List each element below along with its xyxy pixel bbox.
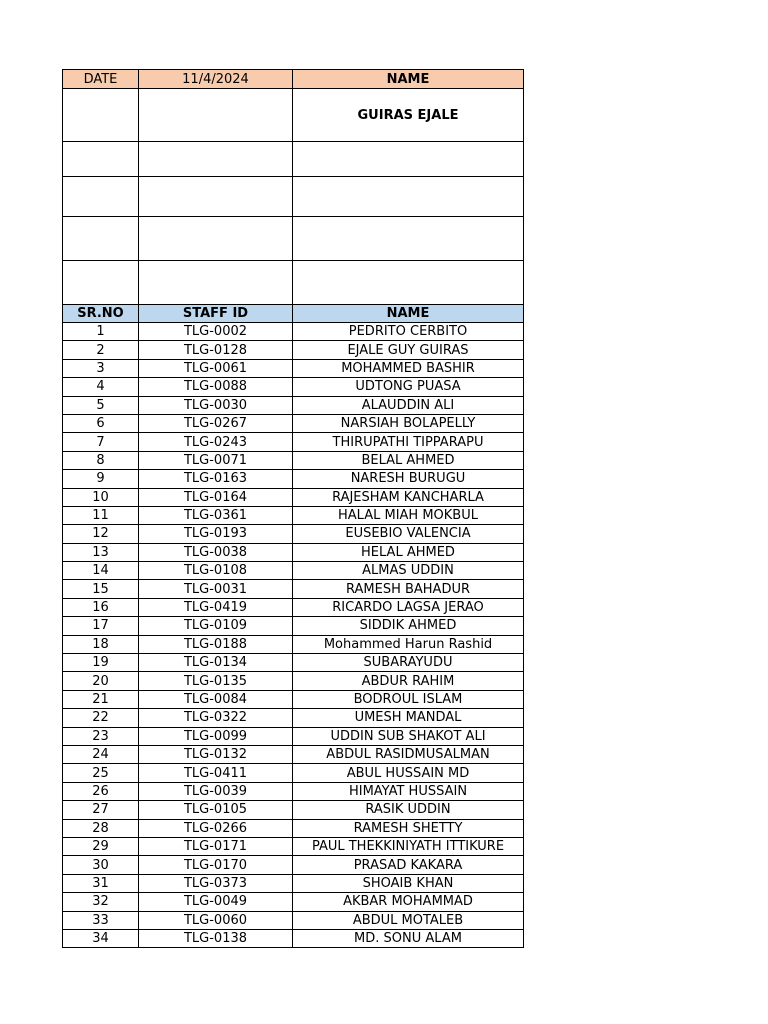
table-row	[63, 433, 524, 451]
staff-id-cell: TLG-0361	[139, 506, 293, 524]
staff-sheet-table	[62, 69, 524, 948]
staff-id-cell: TLG-0266	[139, 819, 293, 837]
table-row	[63, 837, 524, 855]
signature-name-cell	[293, 261, 524, 305]
table-row	[63, 378, 524, 396]
name-cell: ALAUDDIN ALI	[293, 396, 524, 414]
table-row	[63, 801, 524, 819]
signature-row	[63, 142, 524, 177]
name-label-cell: NAME	[293, 70, 524, 89]
srno-cell: 5	[63, 396, 139, 414]
staff-id-cell: TLG-0163	[139, 470, 293, 488]
srno-cell: 27	[63, 801, 139, 819]
empty-cell	[63, 89, 139, 142]
srno-cell: 4	[63, 378, 139, 396]
staff-id-cell: TLG-0134	[139, 654, 293, 672]
table-row	[63, 617, 524, 635]
table-row	[63, 470, 524, 488]
table-row	[63, 745, 524, 763]
name-cell: Mohammed Harun Rashid	[293, 635, 524, 653]
name-cell: SUBARAYUDU	[293, 654, 524, 672]
staff-id-cell: TLG-0188	[139, 635, 293, 653]
name-cell: HALAL MIAH MOKBUL	[293, 506, 524, 524]
signature-name-cell: GUIRAS EJALE	[293, 89, 524, 142]
staff-id-cell: TLG-0373	[139, 874, 293, 892]
table-row	[63, 911, 524, 929]
staff-id-cell: TLG-0030	[139, 396, 293, 414]
empty-cell	[139, 142, 293, 177]
date-label-cell: DATE	[63, 70, 139, 89]
name-cell: THIRUPATHI TIPPARAPU	[293, 433, 524, 451]
name-cell: ABDUL RASIDMUSALMAN	[293, 745, 524, 763]
name-cell: NARSIAH BOLAPELLY	[293, 414, 524, 432]
staff-id-header: STAFF ID	[139, 305, 293, 323]
srno-cell: 9	[63, 470, 139, 488]
table-row	[63, 874, 524, 892]
date-header-row	[63, 70, 524, 89]
name-cell: PRASAD KAKARA	[293, 856, 524, 874]
table-row	[63, 359, 524, 377]
srno-cell: 15	[63, 580, 139, 598]
table-row	[63, 893, 524, 911]
name-cell: SIDDIK AHMED	[293, 617, 524, 635]
staff-id-cell: TLG-0002	[139, 323, 293, 341]
table-row	[63, 341, 524, 359]
table-row	[63, 727, 524, 745]
staff-id-cell: TLG-0164	[139, 488, 293, 506]
srno-header: SR.NO	[63, 305, 139, 323]
srno-cell: 12	[63, 525, 139, 543]
signature-name-cell	[293, 177, 524, 217]
staff-id-cell: TLG-0038	[139, 543, 293, 561]
sheet-body	[63, 70, 524, 948]
name-cell: ABDUR RAHIM	[293, 672, 524, 690]
staff-id-cell: TLG-0031	[139, 580, 293, 598]
staff-id-cell: TLG-0193	[139, 525, 293, 543]
table-row	[63, 396, 524, 414]
empty-cell	[63, 261, 139, 305]
staff-id-cell: TLG-0108	[139, 562, 293, 580]
srno-cell: 32	[63, 893, 139, 911]
staff-id-cell: TLG-0084	[139, 690, 293, 708]
staff-id-cell: TLG-0135	[139, 672, 293, 690]
table-row	[63, 782, 524, 800]
name-cell: UDTONG PUASA	[293, 378, 524, 396]
name-cell: HELAL AHMED	[293, 543, 524, 561]
table-row	[63, 635, 524, 653]
srno-cell: 2	[63, 341, 139, 359]
name-cell: BELAL AHMED	[293, 451, 524, 469]
empty-cell	[63, 217, 139, 261]
signature-row	[63, 217, 524, 261]
date-value-cell: 11/4/2024	[139, 70, 293, 89]
signature-row	[63, 89, 524, 142]
srno-cell: 10	[63, 488, 139, 506]
srno-cell: 6	[63, 414, 139, 432]
srno-cell: 16	[63, 598, 139, 616]
empty-cell	[139, 89, 293, 142]
name-cell: RAMESH BAHADUR	[293, 580, 524, 598]
srno-cell: 21	[63, 690, 139, 708]
srno-cell: 22	[63, 709, 139, 727]
staff-id-cell: TLG-0171	[139, 837, 293, 855]
signature-row	[63, 261, 524, 305]
srno-cell: 24	[63, 745, 139, 763]
name-cell: AKBAR MOHAMMAD	[293, 893, 524, 911]
srno-cell: 1	[63, 323, 139, 341]
srno-cell: 34	[63, 929, 139, 947]
staff-id-cell: TLG-0071	[139, 451, 293, 469]
table-row	[63, 323, 524, 341]
table-row	[63, 414, 524, 432]
table-row	[63, 764, 524, 782]
table-row	[63, 690, 524, 708]
staff-id-cell: TLG-0267	[139, 414, 293, 432]
table-row	[63, 488, 524, 506]
table-row	[63, 525, 524, 543]
srno-cell: 23	[63, 727, 139, 745]
staff-id-cell: TLG-0105	[139, 801, 293, 819]
table-row	[63, 654, 524, 672]
empty-cell	[139, 217, 293, 261]
staff-id-cell: TLG-0128	[139, 341, 293, 359]
name-cell: ABDUL MOTALEB	[293, 911, 524, 929]
name-cell: SHOAIB KHAN	[293, 874, 524, 892]
name-cell: ABUL HUSSAIN MD	[293, 764, 524, 782]
name-header: NAME	[293, 305, 524, 323]
list-header-row	[63, 305, 524, 323]
name-cell: RICARDO LAGSA JERAO	[293, 598, 524, 616]
staff-id-cell: TLG-0419	[139, 598, 293, 616]
staff-id-cell: TLG-0088	[139, 378, 293, 396]
srno-cell: 28	[63, 819, 139, 837]
signature-row	[63, 177, 524, 217]
staff-id-cell: TLG-0322	[139, 709, 293, 727]
name-cell: EUSEBIO VALENCIA	[293, 525, 524, 543]
table-row	[63, 562, 524, 580]
name-cell: MOHAMMED BASHIR	[293, 359, 524, 377]
name-cell: PEDRITO CERBITO	[293, 323, 524, 341]
srno-cell: 7	[63, 433, 139, 451]
srno-cell: 19	[63, 654, 139, 672]
table-row	[63, 451, 524, 469]
staff-id-cell: TLG-0060	[139, 911, 293, 929]
srno-cell: 14	[63, 562, 139, 580]
staff-id-cell: TLG-0039	[139, 782, 293, 800]
staff-id-cell: TLG-0061	[139, 359, 293, 377]
staff-id-cell: TLG-0049	[139, 893, 293, 911]
staff-id-cell: TLG-0243	[139, 433, 293, 451]
table-row	[63, 580, 524, 598]
srno-cell: 18	[63, 635, 139, 653]
srno-cell: 26	[63, 782, 139, 800]
table-row	[63, 819, 524, 837]
name-cell: NARESH BURUGU	[293, 470, 524, 488]
srno-cell: 3	[63, 359, 139, 377]
name-cell: MD. SONU ALAM	[293, 929, 524, 947]
name-cell: ALMAS UDDIN	[293, 562, 524, 580]
empty-cell	[139, 177, 293, 217]
srno-cell: 20	[63, 672, 139, 690]
staff-id-cell: TLG-0132	[139, 745, 293, 763]
signature-name-cell	[293, 142, 524, 177]
table-row	[63, 709, 524, 727]
table-row	[63, 929, 524, 947]
table-row	[63, 856, 524, 874]
staff-id-cell: TLG-0099	[139, 727, 293, 745]
name-cell: UMESH MANDAL	[293, 709, 524, 727]
table-row	[63, 506, 524, 524]
empty-cell	[63, 142, 139, 177]
empty-cell	[139, 261, 293, 305]
name-cell: BODROUL ISLAM	[293, 690, 524, 708]
staff-id-cell: TLG-0411	[139, 764, 293, 782]
table-row	[63, 598, 524, 616]
name-cell: RAJESHAM KANCHARLA	[293, 488, 524, 506]
srno-cell: 25	[63, 764, 139, 782]
name-cell: HIMAYAT HUSSAIN	[293, 782, 524, 800]
signature-name-cell	[293, 217, 524, 261]
srno-cell: 13	[63, 543, 139, 561]
table-row	[63, 543, 524, 561]
srno-cell: 29	[63, 837, 139, 855]
srno-cell: 33	[63, 911, 139, 929]
name-cell: RAMESH SHETTY	[293, 819, 524, 837]
srno-cell: 31	[63, 874, 139, 892]
table-row	[63, 672, 524, 690]
name-cell: UDDIN SUB SHAKOT ALI	[293, 727, 524, 745]
empty-cell	[63, 177, 139, 217]
staff-id-cell: TLG-0170	[139, 856, 293, 874]
name-cell: RASIK UDDIN	[293, 801, 524, 819]
name-cell: EJALE GUY GUIRAS	[293, 341, 524, 359]
staff-id-cell: TLG-0109	[139, 617, 293, 635]
srno-cell: 17	[63, 617, 139, 635]
srno-cell: 11	[63, 506, 139, 524]
srno-cell: 30	[63, 856, 139, 874]
srno-cell: 8	[63, 451, 139, 469]
name-cell: PAUL THEKKINIYATH ITTIKURE	[293, 837, 524, 855]
staff-id-cell: TLG-0138	[139, 929, 293, 947]
